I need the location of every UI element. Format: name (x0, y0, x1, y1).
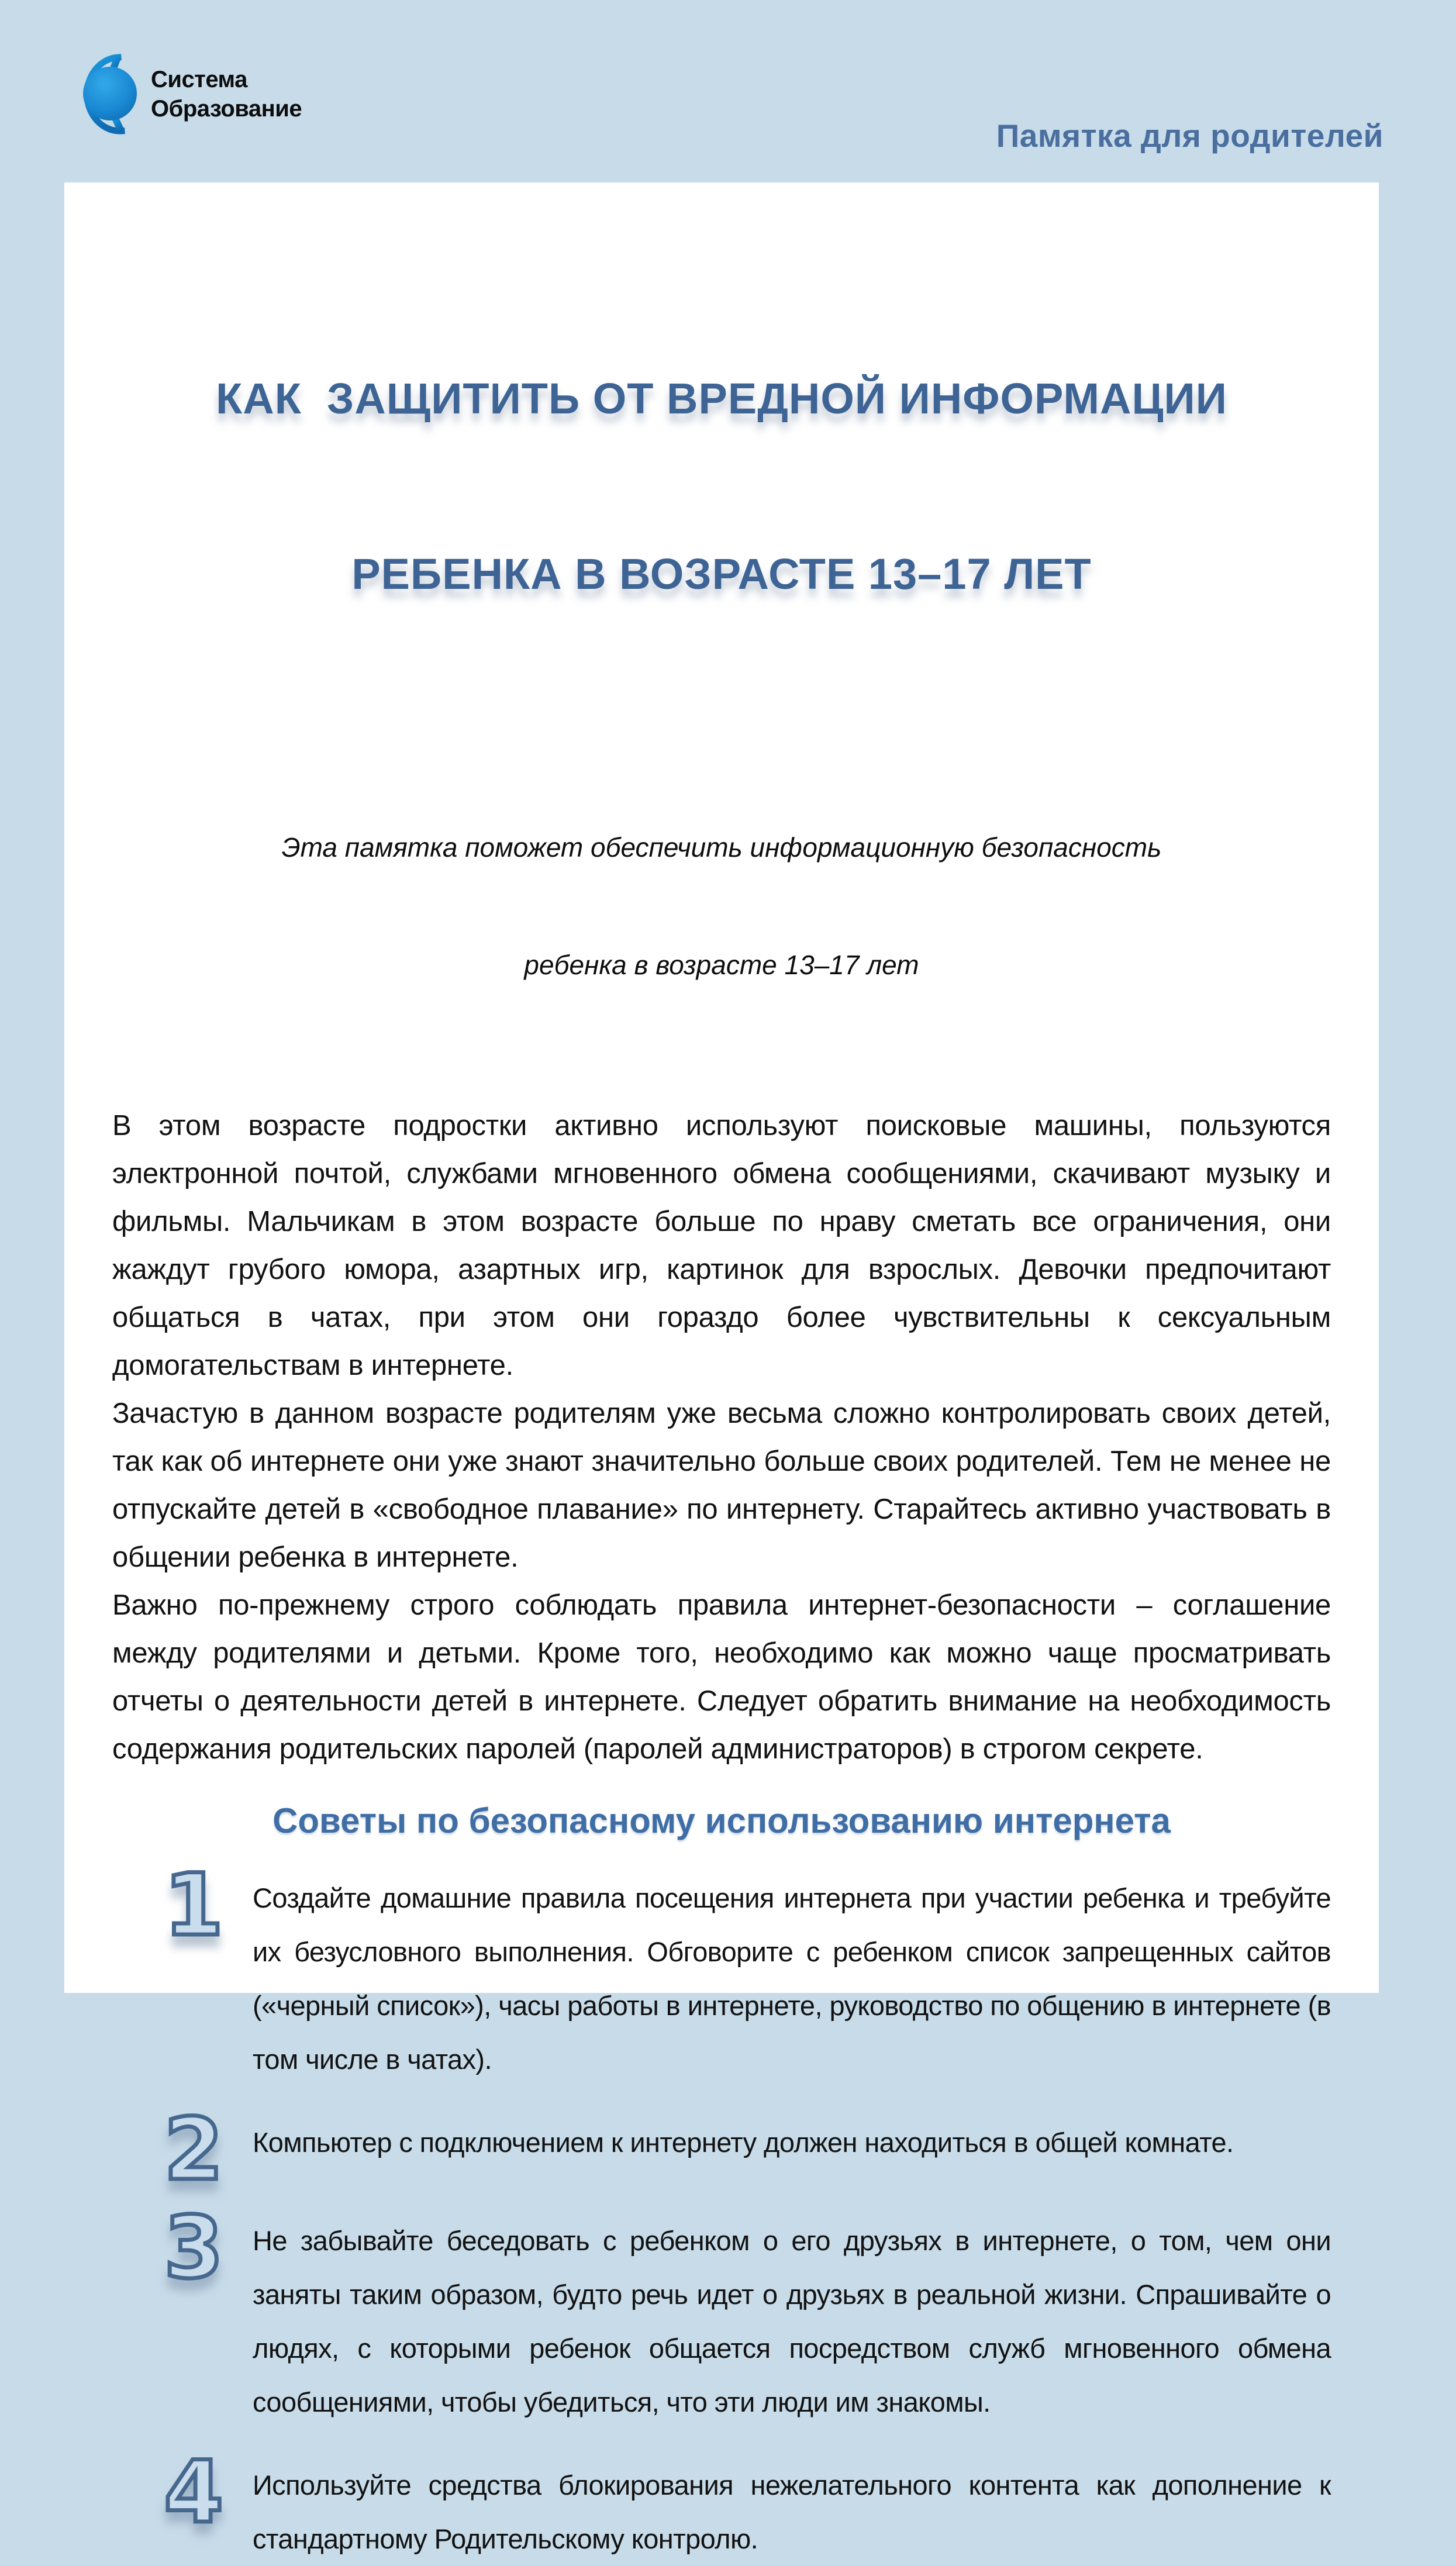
tip-number-2: 2 (164, 2100, 223, 2199)
content-card (64, 182, 1379, 2554)
brand-name-line1: Система (151, 67, 247, 92)
tip-text-1: Создайте домашние правила посещения интернета при участии ребенка и требуйте их безусловного выполнения. Обговорите с ребенком список запрещенных сайтов («черный список»), часы работы в интернете, руководство по общению в интернете (в том числе в чатах). (253, 1882, 1331, 2075)
page-subtitle-line2: ребенка в возрасте 13–17 лет (524, 950, 919, 980)
tip-text-4: Используйте средства блокирования нежелательного контента как дополнение к стандартному Родительскому контролю. (253, 2470, 1331, 2554)
tip-item-3 (112, 2198, 1331, 2429)
brand-name-line2: Образование (151, 96, 302, 122)
intro-paragraph: В этом возрасте подростки активно используют поисковые машины, пользуются электронной почтой, службами мгновенного обмена сообщениями, скачивают музыку и фильмы. Мальчикам в этом возрасте больше по нраву сметать все ограничения, они жаждут грубого юмора, азартных игр, картинок для взрослых. Девочки предпочитают общаться в чатах, при этом они гораздо более чувствительны к сексуальным домогательствам в интернете. (112, 1110, 1331, 1381)
page-title (112, 253, 1331, 720)
page-title-line2: РЕБЕНКА В ВОЗРАСТЕ 13–17 ЛЕТ (351, 550, 1092, 598)
tip-number-3: 3 (164, 2198, 223, 2298)
intro-paragraph: Важно по-прежнему строго соблюдать правила интернет-безопасности – соглашение между родителями и детьми. Кроме того, необходимо как можно чаще просматривать отчеты о деятельности детей в интернете. Следует обратить внимание на необходимость содержания родительских паролей (паролей администраторов) в строгом секрете. (112, 1589, 1331, 1765)
intro-paragraph: Зачастую в данном возрасте родителям уже весьма сложно контролировать своих детей, так как об интернете они уже знают значительно больше своих родителей. Тем не менее не отпускайте детей в «свободное плавание» по интернету. Старайтесь активно участвовать в общении ребенка в интернете. (112, 1398, 1331, 1573)
brand-name (151, 65, 302, 123)
tip-text-3: Не забывайте беседовать с ребенком о его друзьях в интернете, о том, чем они заняты таким образом, будто речь идет о друзьях в реальной жизни. Спрашивайте о людях, с которыми ребенок общается посредством служб мгновенного обмена сообщениями, чтобы убедиться, что эти люди им знакомы. (253, 2225, 1331, 2417)
tip-number-4: 4 (164, 2443, 223, 2542)
page-title-line1: КАК ЗАЩИТИТЬ ОТ ВРЕДНОЙ ИНФОРМАЦИИ (216, 374, 1227, 423)
tip-item-1 (112, 1855, 1331, 2086)
card-inner (64, 182, 1379, 2566)
tip-item-4 (112, 2443, 1331, 2566)
section-heading: Советы по безопасному использованию интернета (272, 1801, 1171, 1840)
globe-with-orbit-icon (68, 51, 142, 137)
page-subtitle (112, 750, 1331, 1063)
tips-list (112, 1855, 1331, 2566)
intro-text (112, 1102, 1331, 1773)
page-subtitle-line1: Эта памятка поможет обеспечить информационную безопасность (281, 832, 1162, 863)
tip-text-2: Компьютер с подключением к интернету должен находиться в общей комнате. (253, 2127, 1234, 2158)
tip-number-1: 1 (164, 1855, 223, 1955)
header-right-label: Памятка для родителей (996, 118, 1383, 154)
tip-item-2 (112, 2100, 1331, 2199)
brand-logo (68, 51, 302, 137)
